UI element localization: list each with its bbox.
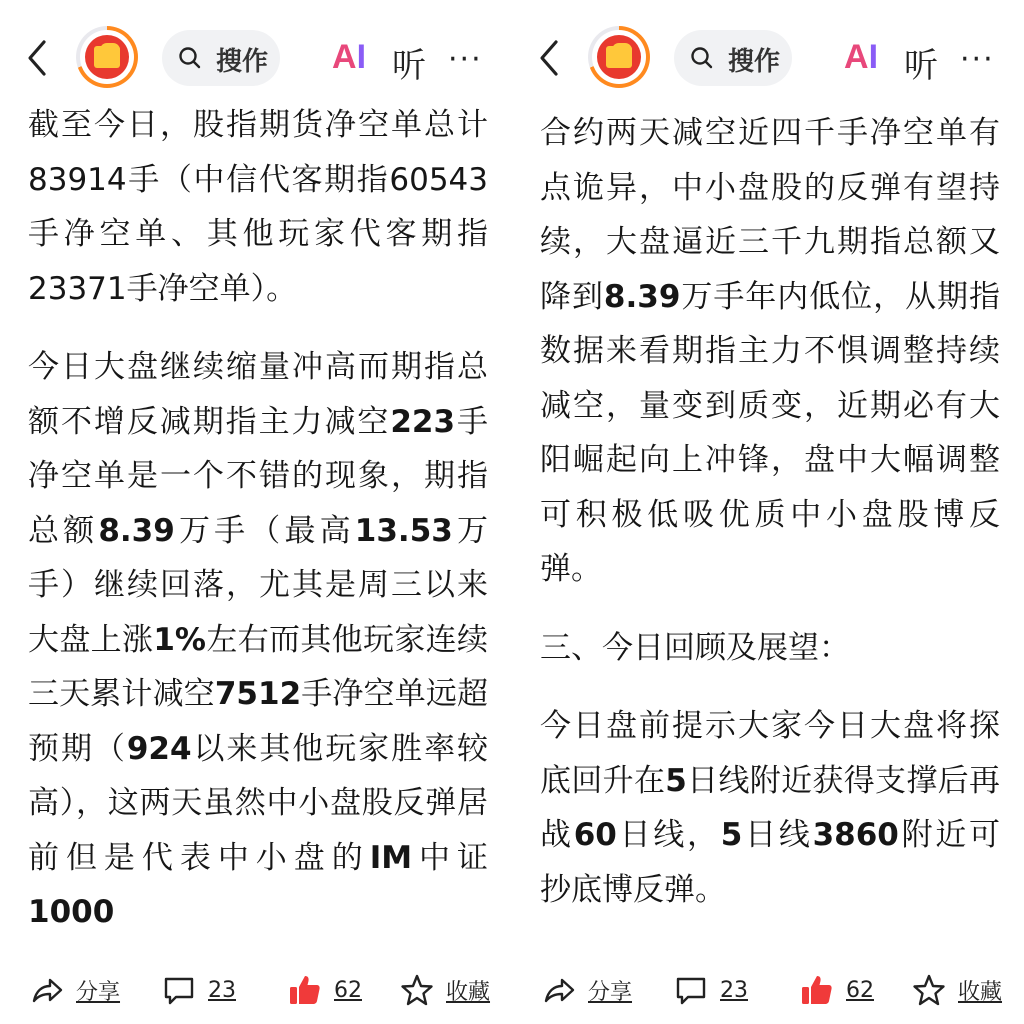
comment-bubble-icon (162, 973, 196, 1007)
text-run: 万手年内低位，从期指数据来看期指主力不惧调整持续减空，量变到质变，近期必有大阳崛起向上冲锋，盘中大幅调整可积极低吸优质中小盘股博反弹。 (540, 278, 1000, 587)
comment-count: 23 (208, 977, 236, 1003)
bold-number-run: 1% (153, 621, 206, 658)
search-placeholder: 搜作 (728, 47, 781, 77)
back-button[interactable] (534, 36, 564, 80)
article-body (540, 106, 1000, 964)
ai-label-a: A (332, 38, 357, 76)
comment-bubble-icon (674, 973, 708, 1007)
text-run: 三、今日回顾及展望： (540, 629, 850, 666)
text-run: 日线， (616, 817, 721, 853)
text-run: 今日大盘继续缩量冲高而期指总额不增反减期指主力减空 (28, 349, 488, 440)
like-count: 62 (334, 977, 362, 1003)
top-navigation-bar (512, 0, 1024, 112)
text-run: 左右而其他玩家连续三天累计减空 (28, 621, 488, 712)
text-run: 万手）继续回落，尤其是周三以来大盘上涨 (28, 512, 488, 658)
ai-label-i: I (868, 38, 879, 76)
like-button[interactable] (288, 970, 362, 1010)
text-run: 以来其他玩家胜率较高），这两天虽然中小盘股反弹居前但是代表中小盘的 (28, 730, 488, 876)
article-paragraph (540, 106, 1000, 597)
article-body (28, 98, 488, 956)
search-box[interactable] (674, 30, 792, 86)
bold-number-run: 5 (720, 817, 743, 853)
text-run: 截至今日，股指期货净空单总计83914手（中信代客期指60543手净空单、其他玩家代客期指23371手净空单）。 (28, 107, 488, 307)
top-navigation-bar (0, 0, 512, 112)
text-run: 手净空单远超预期（ (28, 676, 488, 767)
star-icon (912, 973, 946, 1007)
favorite-label: 收藏 (446, 979, 491, 1005)
back-button[interactable] (22, 36, 52, 80)
search-icon (178, 46, 202, 70)
bold-number-run: 924 (126, 730, 192, 767)
bold-number-run: 8.39 (603, 278, 681, 315)
thumbs-up-icon (288, 973, 322, 1007)
text-run: 手净空单是一个不错的现象，期指总额 (28, 403, 488, 549)
bottom-action-bar (0, 962, 512, 1014)
favorite-button[interactable] (400, 970, 490, 1010)
ai-button[interactable] (844, 38, 878, 77)
bold-number-run: 223 (390, 403, 456, 440)
text-run: 日线 (742, 817, 813, 853)
text-run: 中证 (412, 839, 488, 876)
ai-label-a: A (844, 38, 869, 76)
favorite-label: 收藏 (958, 979, 1003, 1005)
favorite-button[interactable] (912, 970, 1002, 1010)
ai-button[interactable] (332, 38, 366, 77)
more-options-button[interactable]: ··· (960, 42, 995, 77)
listen-button[interactable]: 听 (392, 46, 426, 86)
bottom-action-bar (512, 962, 1024, 1014)
like-count: 62 (846, 977, 874, 1003)
text-run: 今日盘前提示大家今日大盘将探底回升在 (540, 708, 1000, 799)
like-button[interactable] (800, 970, 874, 1010)
article-paragraph (540, 699, 1000, 917)
back-arrow-icon (22, 36, 52, 80)
text-run: 附近可抄底博反弹。 (540, 817, 1000, 908)
more-options-button[interactable]: ··· (448, 42, 483, 77)
author-avatar[interactable] (588, 26, 650, 88)
bold-number-run: 7512 (214, 676, 302, 712)
author-avatar[interactable] (76, 26, 138, 88)
bold-number-run: 13.53 (354, 512, 453, 549)
search-icon (690, 46, 714, 70)
share-arrow-icon (30, 973, 64, 1007)
star-icon (400, 973, 434, 1007)
text-run: 日线附近获得支撑后再战 (540, 762, 1000, 853)
article-pane-right (512, 0, 1024, 1024)
share-label: 分享 (588, 979, 633, 1005)
article-paragraph (540, 621, 1000, 676)
share-button[interactable] (30, 970, 120, 1010)
back-arrow-icon (534, 36, 564, 80)
search-placeholder: 搜作 (216, 47, 269, 77)
bold-number-run: 3860 (812, 817, 899, 853)
text-run: 合约两天减空近四千手净空单有点诡异，中小盘股的反弹有望持续，大盘逼近三千九期指总额又降到 (540, 115, 1000, 315)
article-paragraph (28, 98, 488, 316)
comment-button[interactable] (674, 970, 748, 1010)
share-arrow-icon (542, 973, 576, 1007)
bold-number-run: 60 (573, 817, 617, 853)
red-envelope-icon (597, 35, 641, 79)
share-label: 分享 (76, 979, 121, 1005)
listen-button[interactable]: 听 (904, 46, 938, 86)
bold-number-run: 5 (665, 762, 687, 799)
comment-button[interactable] (162, 970, 236, 1010)
search-box[interactable] (162, 30, 280, 86)
bold-number-run: IM (369, 839, 413, 876)
bold-number-run: 1000 (28, 894, 115, 930)
red-envelope-icon (85, 35, 129, 79)
comment-count: 23 (720, 977, 748, 1003)
article-paragraph (28, 340, 488, 940)
share-button[interactable] (542, 970, 632, 1010)
thumbs-up-icon (800, 973, 834, 1007)
text-run: 万手（最高 (174, 512, 355, 549)
bold-number-run: 8.39 (98, 512, 175, 549)
ai-label-i: I (356, 38, 367, 76)
